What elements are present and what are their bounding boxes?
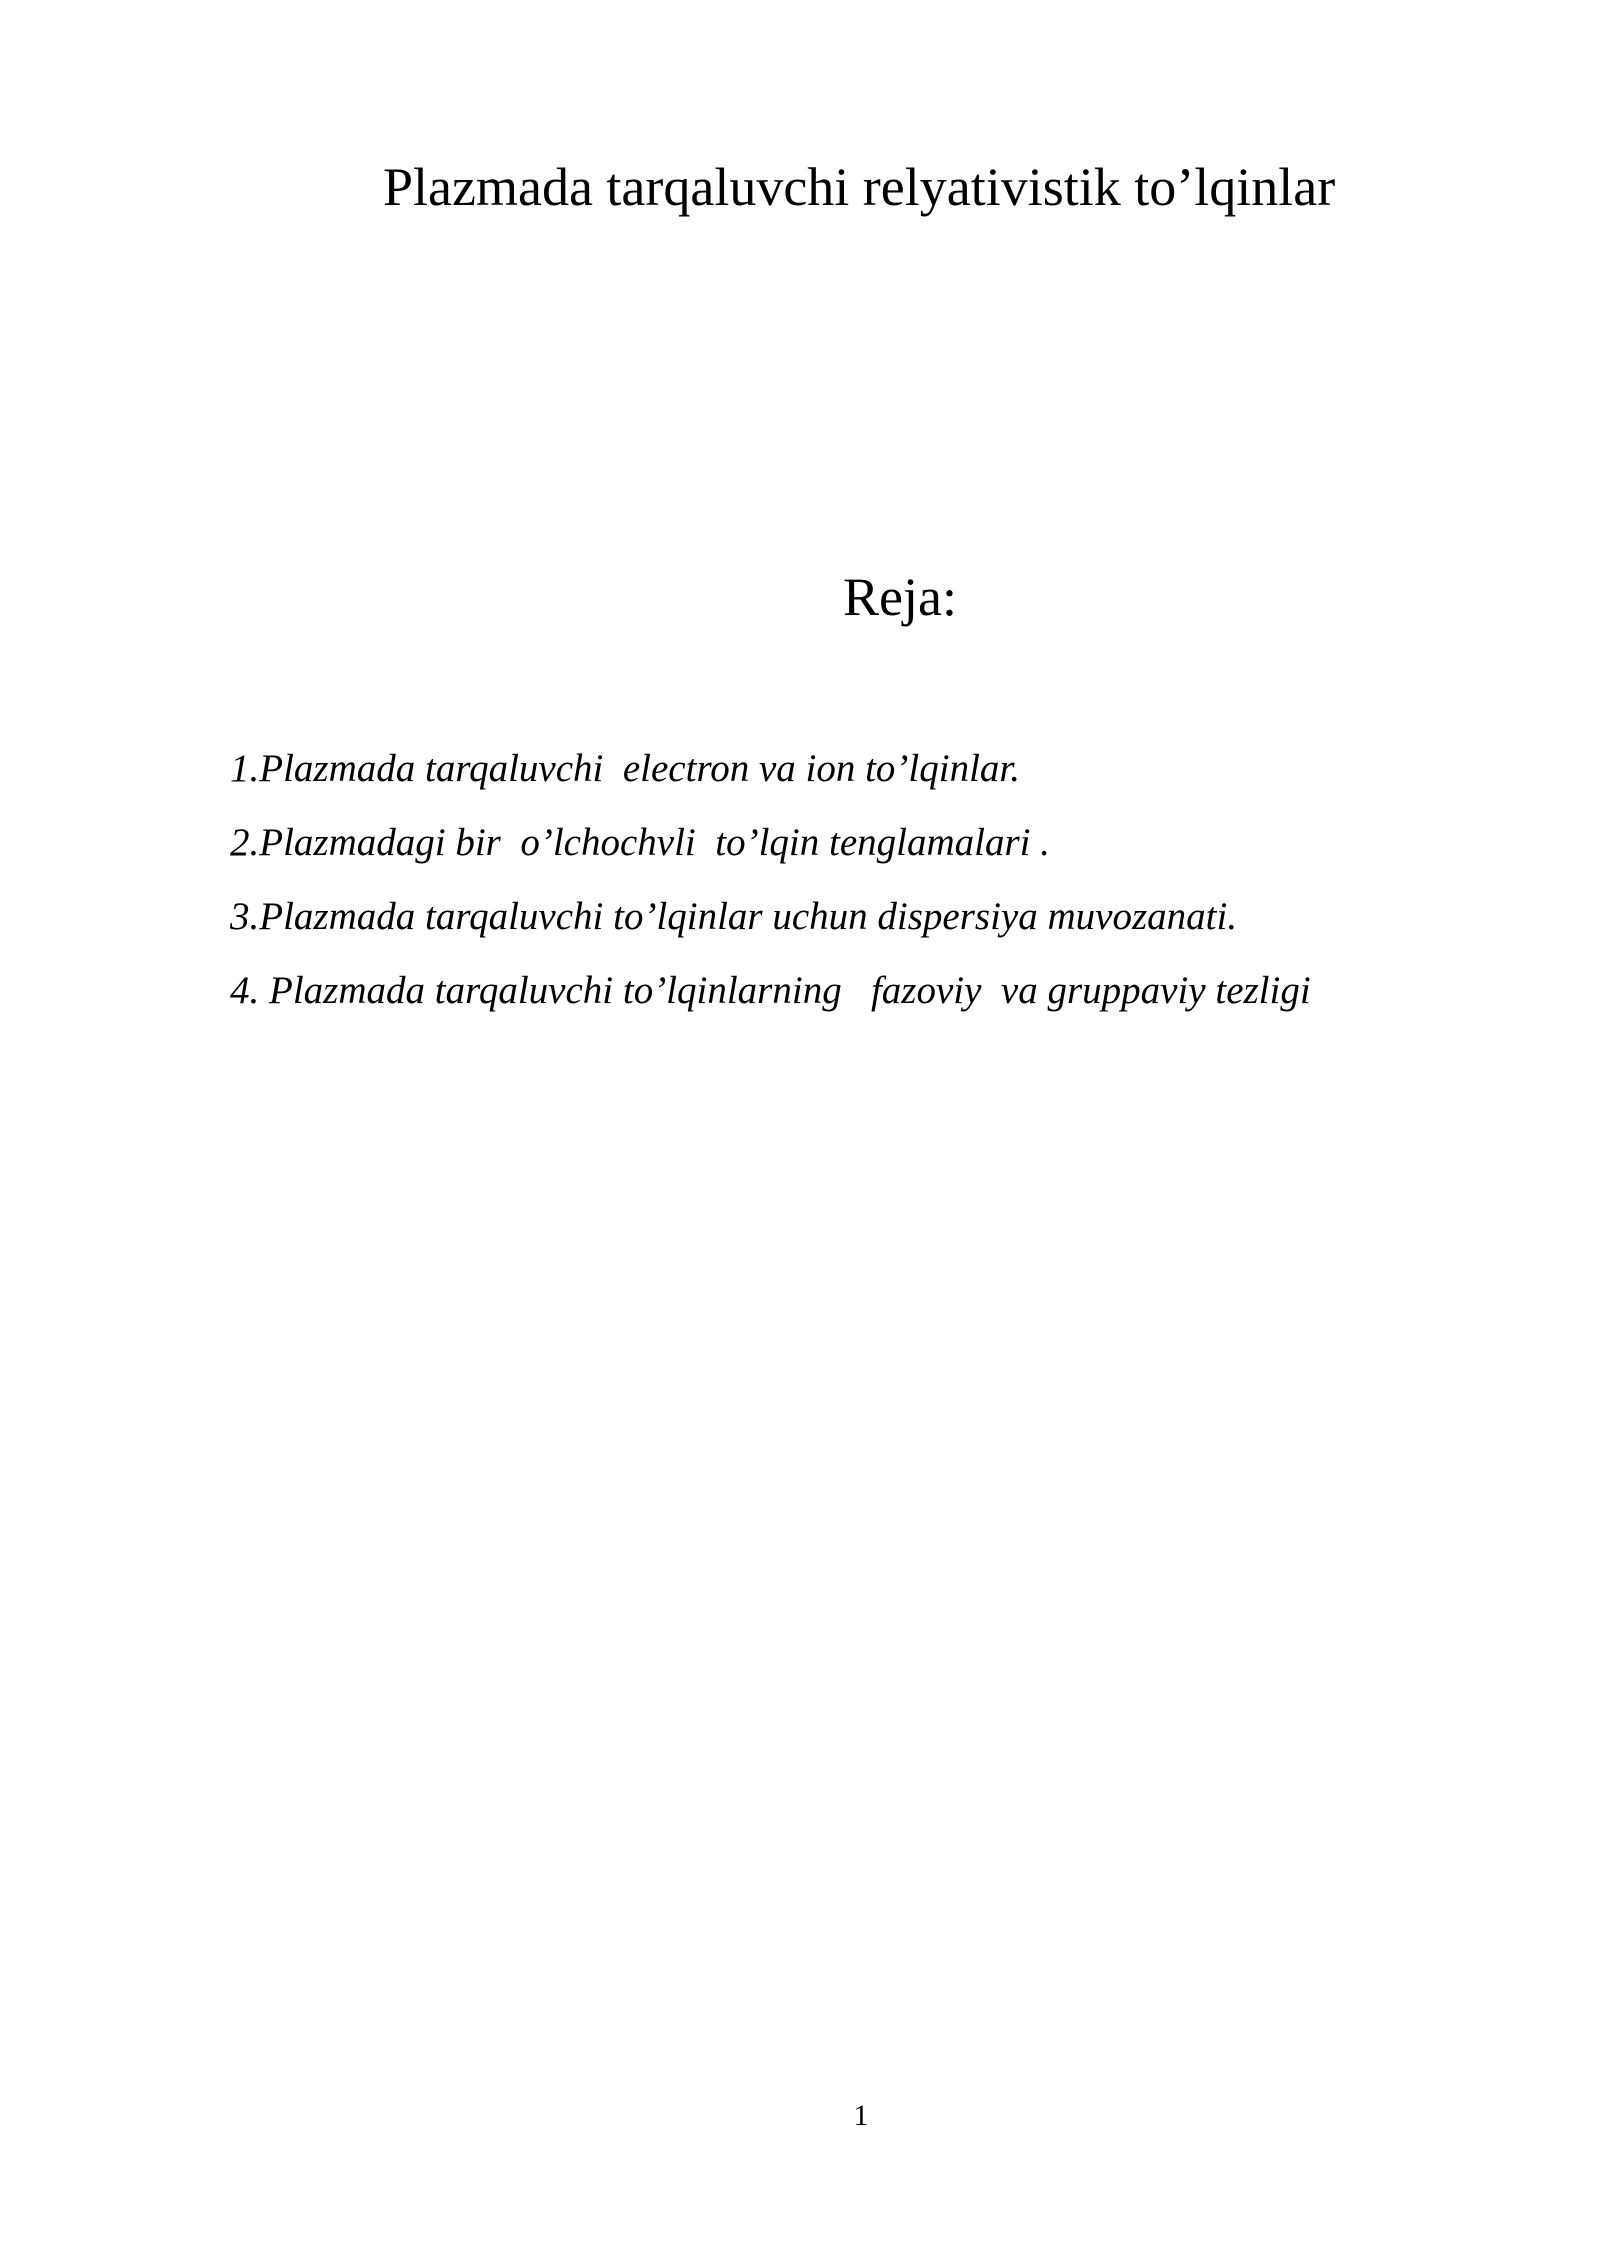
plan-item: 1.Plazmada tarqaluvchi electron va ion to’lqinlar. [230, 747, 1021, 790]
plan-item: 2.Plazmadagi bir o’lchochvli to’lqin tenglamalari . [230, 821, 1051, 864]
plan-list [230, 744, 1311, 1040]
plan-item: 3.Plazmada tarqaluvchi to’lqinlar uchun dispersiya muvozanati. [230, 895, 1238, 938]
plan-heading: Reja: [843, 567, 957, 627]
document-title: Plazmada tarqaluvchi relyativistik to’lqinlar [383, 157, 1336, 217]
page-number: 1 [853, 2099, 869, 2132]
plan-item: 4. Plazmada tarqaluvchi to’lqinlarning fazoviy va gruppaviy tezligi [230, 969, 1311, 1012]
